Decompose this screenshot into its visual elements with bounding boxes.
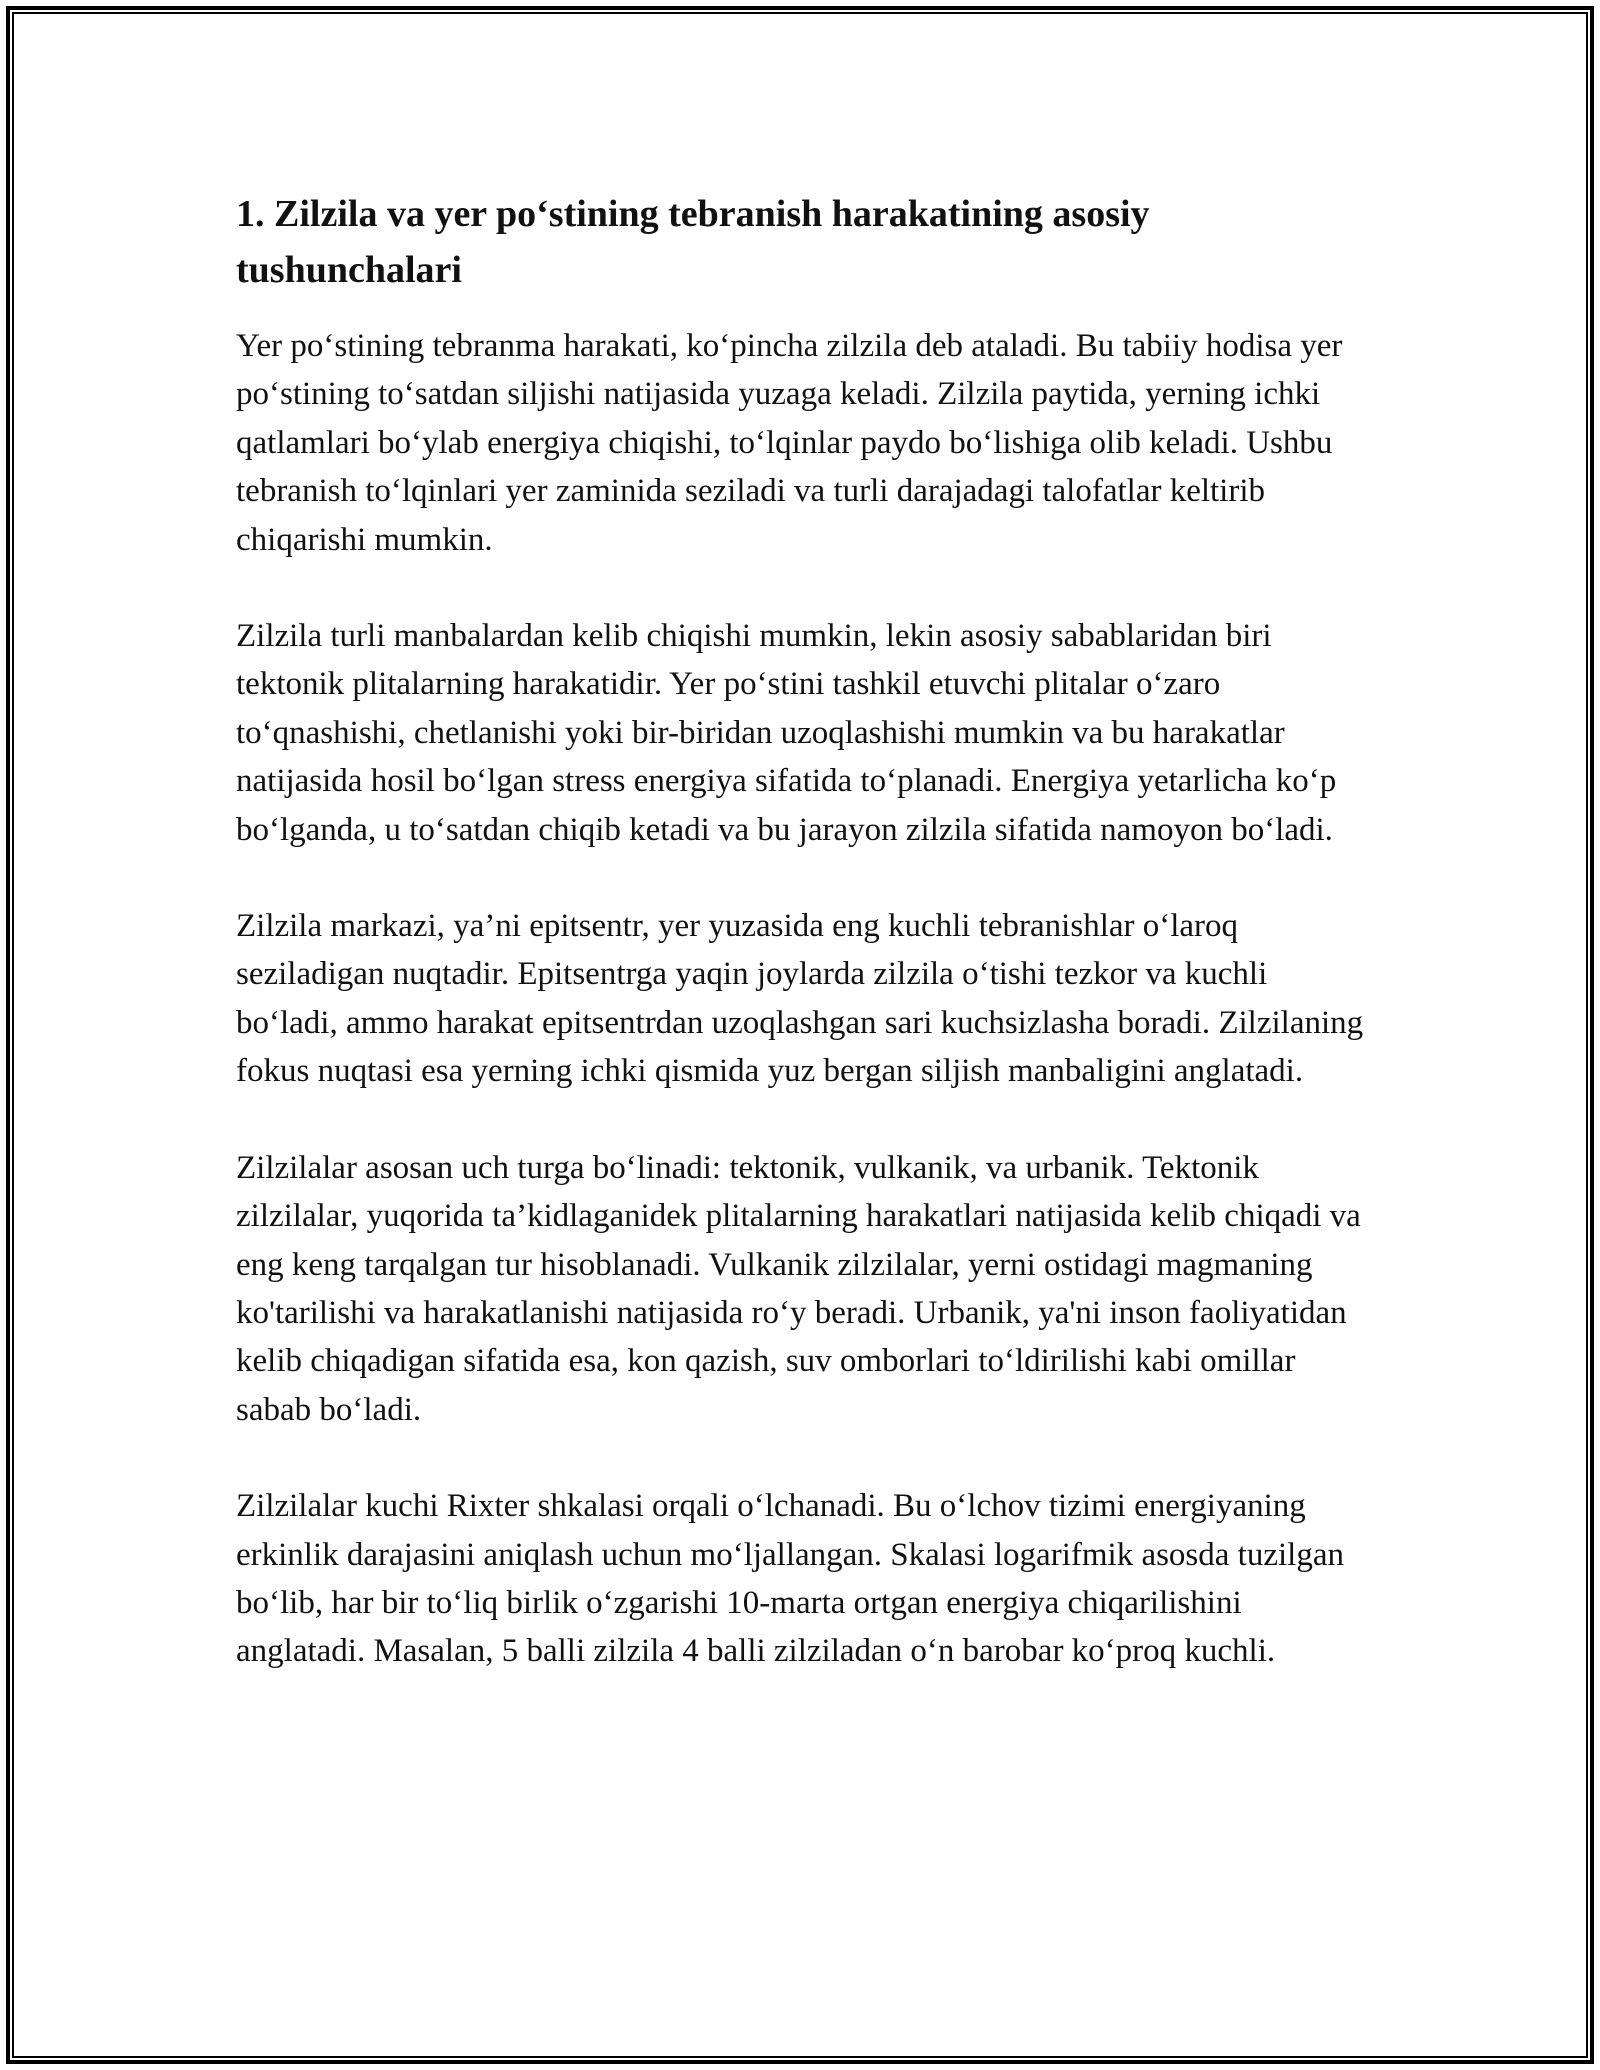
document-body bbox=[236, 186, 1376, 1724]
section-heading: 1. Zilzila va yer po‘stining tebranish harakatining asosiy tushunchalari bbox=[236, 193, 1150, 291]
paragraph-3: Zilzila markazi, ya’ni epitsentr, yer yuzasida eng kuchli tebranishlar o‘laroq seziladigan nuqtadir. Epitsentrga yaqin joylarda zilzila o‘tishi tezkor va kuchli bo‘ladi, ammo harakat epitsentrdan uzoqlashgan sari kuchsizlasha boradi. Zilzilaning fokus nuqtasi esa yerning ichki qismida yuz bergan siljish manbaligini anglatadi. bbox=[236, 908, 1364, 1090]
paragraph-4: Zilzilalar asosan uch turga bo‘linadi: tektonik, vulkanik, va urbanik. Tektonik zilzilalar, yuqorida ta’kidlaganidek plitalarning harakatlari natijasida kelib chiqadi va eng keng tarqalgan tur hisoblanadi. Vulkanik zilzilalar, yerni ostidagi magmaning ko'tarilishi va harakatlanishi natijasida ro‘y beradi. Urbanik, ya'ni inson faoliyatidan kelib chiqadigan sifatida esa, kon qazish, suv omborlari to‘ldirilishi kabi omillar sabab bo‘ladi. bbox=[236, 1149, 1361, 1428]
paragraph-1: Yer po‘stining tebranma harakati, ko‘pincha zilzila deb ataladi. Bu tabiiy hodisa yer po‘stining to‘satdan siljishi natijasida yuzaga keladi. Zilzila paytida, yerning ichki qatlamlari bo‘ylab energiya chiqishi, to‘lqinlar paydo bo‘lishiga olib keladi. Ushbu tebranish to‘lqinlari yer zaminida seziladi va turli darajadagi talofatlar keltirib chiqarishi mumkin. bbox=[236, 328, 1343, 558]
paragraph-5: Zilzilalar kuchi Rixter shkalasi orqali o‘lchanadi. Bu o‘lchov tizimi energiyaning erkinlik darajasini aniqlash uchun mo‘ljallangan. Skalasi logarifmik asosda tuzilgan bo‘lib, har bir to‘liq birlik o‘zgarishi 10-marta ortgan energiya chiqarilishini anglatadi. Masalan, 5 balli zilzila 4 balli zilziladan o‘n barobar ko‘proq kuchli. bbox=[236, 1488, 1344, 1670]
paragraph-2: Zilzila turli manbalardan kelib chiqishi mumkin, lekin asosiy sabablaridan biri tektonik plitalarning harakatidir. Yer po‘stini tashkil etuvchi plitalar o‘zaro to‘qnashishi, chetlanishi yoki bir-biridan uzoqlashishi mumkin va bu harakatlar natijasida hosil bo‘lgan stress energiya sifatida to‘planadi. Energiya yetarlicha ko‘p bo‘lganda, u to‘satdan chiqib ketadi va bu jarayon zilzila sifatida namoyon bo‘ladi. bbox=[236, 618, 1337, 848]
